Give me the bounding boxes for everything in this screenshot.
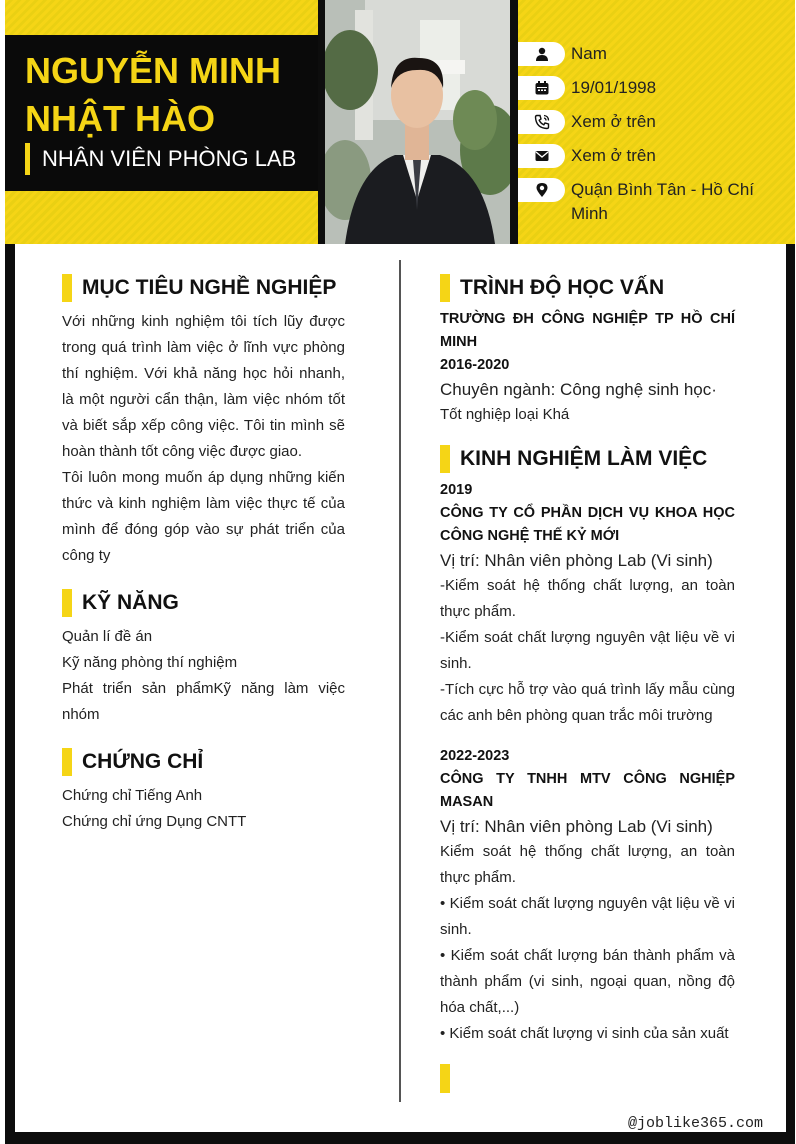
contact-email-text: Xem ở trên (571, 146, 656, 165)
education-years: 2016-2020 (440, 357, 510, 373)
contact-birthday-pill (518, 76, 565, 100)
school-name: TRƯỜNG ĐH CÔNG NGHIỆP TP HỒ CHÍ MINH (440, 311, 735, 350)
certificates-list (62, 783, 345, 835)
job-year: 2022-2023 (440, 748, 510, 764)
heading-bar (440, 274, 450, 302)
contact-email (518, 144, 788, 168)
heading-bar (62, 274, 72, 302)
experience-heading-text: KINH NGHIỆM LÀM VIỆC (460, 447, 708, 470)
objective-paragraph-1: Với những kinh nghiệm tôi tích lũy được trong quá trình làm việc ở lĩnh vực phòng thí nghiệm. Với khả năng học hỏi nhanh, là một người cẩn thận, làm việc nhóm tốt và biết sắp xếp công việc. Tôi tin mình sẽ hoàn thành tốt công việc được giao. (62, 313, 345, 460)
contact-address (518, 178, 788, 226)
job-company: CÔNG TY TNHH MTV CÔNG NGHIỆP MASAN (440, 771, 735, 810)
contact-address-pill (518, 178, 565, 202)
location-icon (534, 182, 550, 198)
contact-phone (518, 110, 788, 134)
name-block (5, 35, 318, 191)
skill-item: Phát triển sản phẩmKỹ năng làm việc nhóm (62, 680, 345, 723)
certificate-item: Chứng chỉ Tiếng Anh (62, 787, 203, 804)
education-grade: Tốt nghiệp loại Khá (440, 406, 570, 423)
contact-address-text: Quận Bình Tân - Hồ Chí Minh (571, 180, 755, 223)
certificate-item: Chứng chỉ ứng Dụng CNTT (62, 813, 247, 830)
job-duty: • Kiểm soát chất lượng bán thành phẩm và thành phẩm (vi sinh, ngoại quan, nồng độ hóa chất,...) (440, 947, 735, 1016)
skills-heading-text: KỸ NĂNG (82, 591, 179, 614)
job-position: Vị trí: Nhân viên phòng Lab (Vi sinh) (440, 551, 713, 570)
job-duty: • Kiểm soát chất lượng vi sinh của sản xuất (440, 1025, 729, 1042)
user-icon (534, 46, 550, 62)
objective-heading (62, 274, 336, 302)
experience-job-2 (440, 745, 735, 1047)
job-duty: -Kiểm soát hệ thống chất lượng, an toàn thực phẩm. (440, 577, 735, 620)
skills-heading (62, 589, 179, 617)
heading-bar (62, 589, 72, 617)
objective-text (62, 309, 345, 569)
name-line-1: NGUYỄN MINH (25, 50, 282, 91)
job-duty: Kiểm soát hệ thống chất lượng, an toàn thực phẩm. (440, 843, 735, 886)
skill-item: Kỹ năng phòng thí nghiệm (62, 654, 238, 671)
job-duty: -Kiểm soát chất lượng nguyên vật liệu về vi sinh. (440, 629, 735, 672)
skills-list (62, 624, 345, 728)
profile-photo (325, 0, 510, 244)
calendar-icon (534, 80, 550, 96)
empty-heading-bar (440, 1064, 450, 1093)
skill-item: Quản lí đề án (62, 628, 153, 645)
heading-bar (440, 445, 450, 473)
contact-phone-pill (518, 110, 565, 134)
watermark: @joblike365.com (628, 1115, 764, 1132)
name-line-2: NHẬT HÀO (25, 98, 215, 139)
education-major: Chuyên ngành: Công nghệ sinh học· (440, 380, 717, 399)
certificates-heading (62, 748, 203, 776)
contact-email-pill (518, 144, 565, 168)
contact-birthday-text: 19/01/1998 (571, 78, 657, 97)
job-position: Vị trí: Nhân viên phòng Lab (Vi sinh) (440, 817, 713, 836)
contact-birthday (518, 76, 788, 100)
certificates-heading-text: CHỨNG CHỈ (82, 750, 204, 773)
column-divider (399, 260, 401, 1102)
contact-gender-text: Nam (571, 44, 607, 63)
heading-bar (62, 748, 72, 776)
phone-icon (534, 114, 550, 130)
job-duty: -Tích cực hỗ trợ vào quá trình lấy mẫu cùng các anh bên phòng quan trắc môi trường (440, 681, 735, 724)
job-title: NHÂN VIÊN PHÒNG LAB (25, 143, 296, 175)
experience-heading (440, 445, 707, 473)
contact-gender (518, 42, 788, 66)
mail-icon (534, 148, 550, 164)
education-heading (440, 274, 664, 302)
candidate-name (25, 47, 315, 143)
job-company: CÔNG TY CỔ PHẦN DỊCH VỤ KHOA HỌC CÔNG NGHỆ THẾ KỶ MỚI (440, 505, 735, 544)
education-heading-text: TRÌNH ĐỘ HỌC VẤN (460, 276, 665, 299)
education-block (440, 308, 735, 428)
experience-job-1 (440, 479, 735, 729)
contact-phone-text: Xem ở trên (571, 112, 656, 131)
job-year: 2019 (440, 482, 473, 498)
objective-heading-text: MỤC TIÊU NGHỀ NGHIỆP (82, 276, 337, 299)
contact-gender-pill (518, 42, 565, 66)
objective-paragraph-2: Tôi luôn mong muốn áp dụng những kiến thức và kinh nghiệm làm việc thực tế của mình để đóng góp vào sự phát triển của công ty (62, 469, 345, 564)
job-duty: • Kiểm soát chất lượng nguyên vật liệu về vi sinh. (440, 895, 735, 938)
